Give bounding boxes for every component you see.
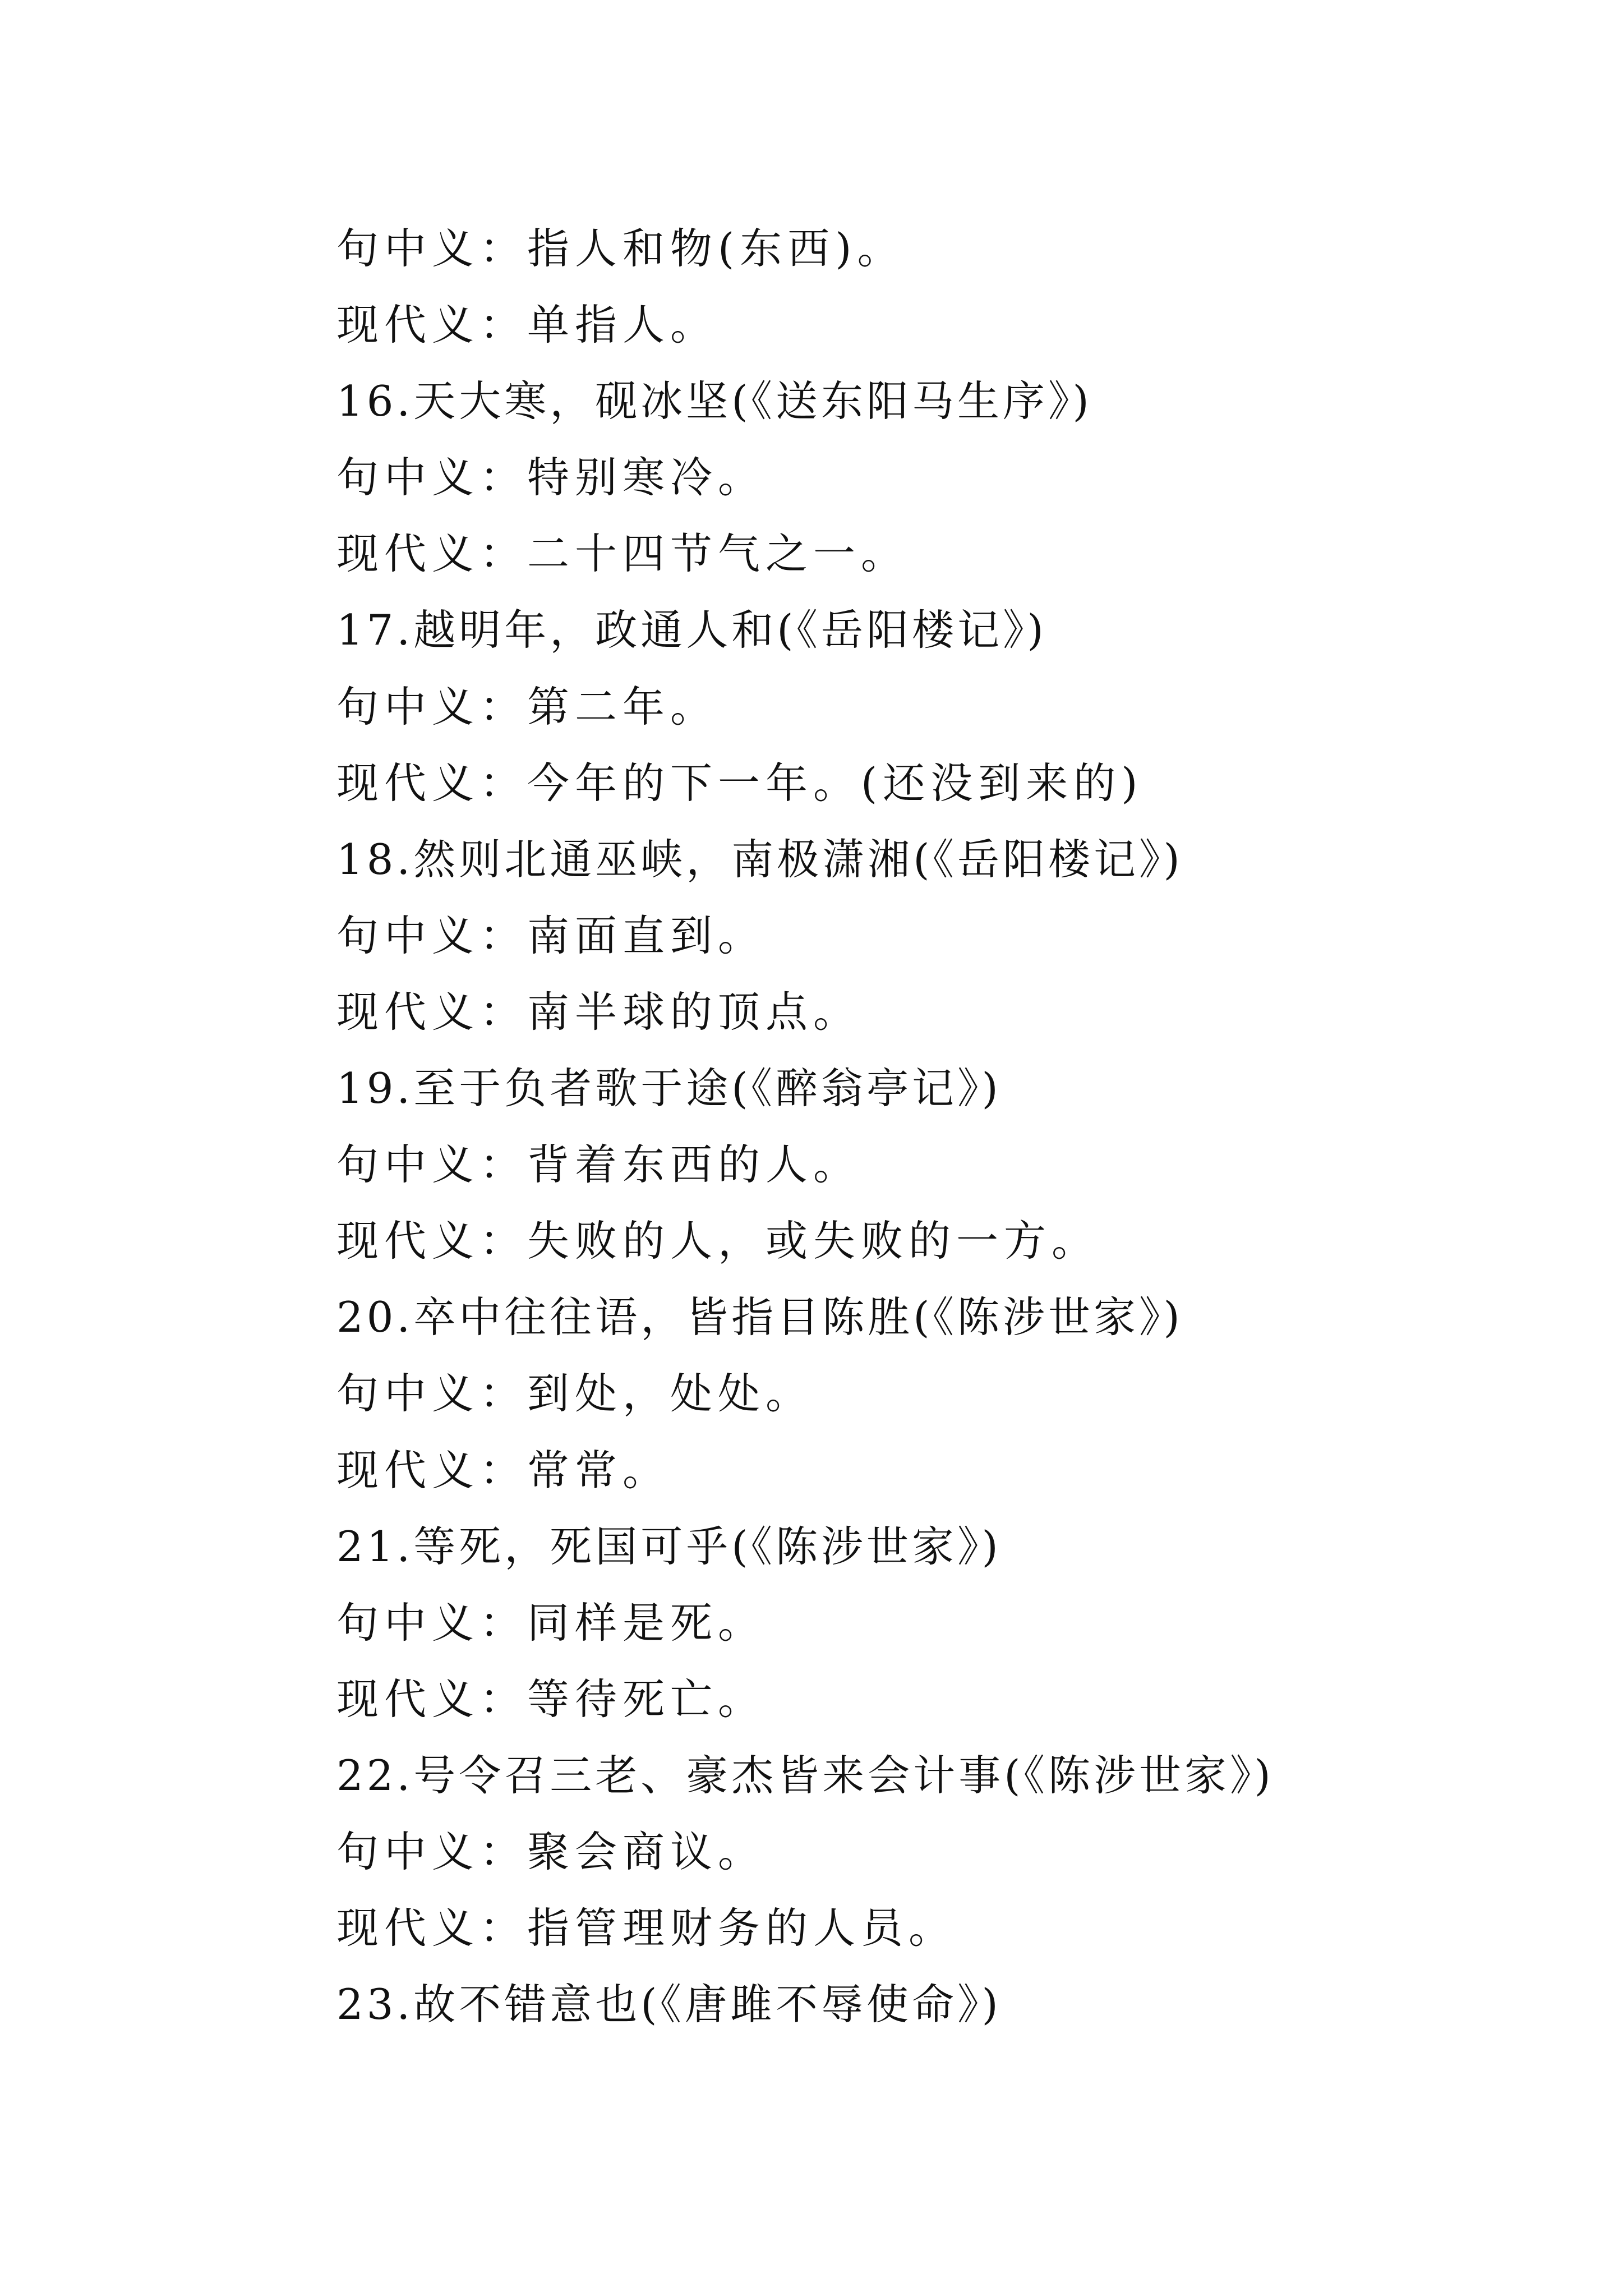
meaning-line: 现代义：二十四节气之一。 — [336, 529, 909, 579]
meaning-line: 现代义：常常。 — [336, 1445, 671, 1495]
meaning-line: 句中义：聚会商议。 — [336, 1826, 766, 1876]
meaning-line: 现代义：等待死亡。 — [336, 1674, 766, 1724]
meaning-line: 句中义：同样是死。 — [336, 1598, 766, 1648]
sentence-heading: 21.等死，死国可乎(《陈涉世家》) — [336, 1521, 1002, 1571]
sentence-heading: 19.至于负者歌于途(《醉翁亭记》) — [336, 1064, 1002, 1114]
meaning-line: 句中义：第二年。 — [336, 682, 718, 731]
sentence-heading: 20.卒中往往语，皆指目陈胜(《陈涉世家》) — [336, 1292, 1183, 1342]
meaning-line: 现代义：失败的人，或失败的一方。 — [336, 1216, 1100, 1266]
meaning-line: 句中义：到处，处处。 — [336, 1369, 814, 1419]
meaning-line: 句中义：指人和物(东西)。 — [336, 224, 905, 273]
meaning-line: 现代义：南半球的顶点。 — [336, 987, 861, 1037]
sentence-heading: 23.故不错意也(《唐雎不辱使命》) — [336, 1980, 1002, 2030]
meaning-line: 现代义：指管理财务的人员。 — [336, 1903, 957, 1953]
sentence-heading: 22.号令召三老、豪杰皆来会计事(《陈涉世家》) — [336, 1750, 1274, 1800]
meaning-line: 现代义：今年的下一年。(还没到来的) — [336, 758, 1144, 808]
meaning-line: 句中义：南面直到。 — [336, 910, 766, 960]
document-body — [336, 210, 1514, 2042]
meaning-line: 句中义：特别寒冷。 — [336, 453, 766, 503]
sentence-heading: 16.天大寒，砚冰坚(《送东阳马生序》) — [336, 376, 1092, 426]
sentence-heading: 17.越明年，政通人和(《岳阳楼记》) — [336, 605, 1047, 655]
meaning-line: 现代义：单指人。 — [336, 300, 718, 350]
sentence-heading: 18.然则北通巫峡，南极潇湘(《岳阳楼记》) — [336, 834, 1183, 884]
meaning-line: 句中义：背着东西的人。 — [336, 1140, 861, 1190]
